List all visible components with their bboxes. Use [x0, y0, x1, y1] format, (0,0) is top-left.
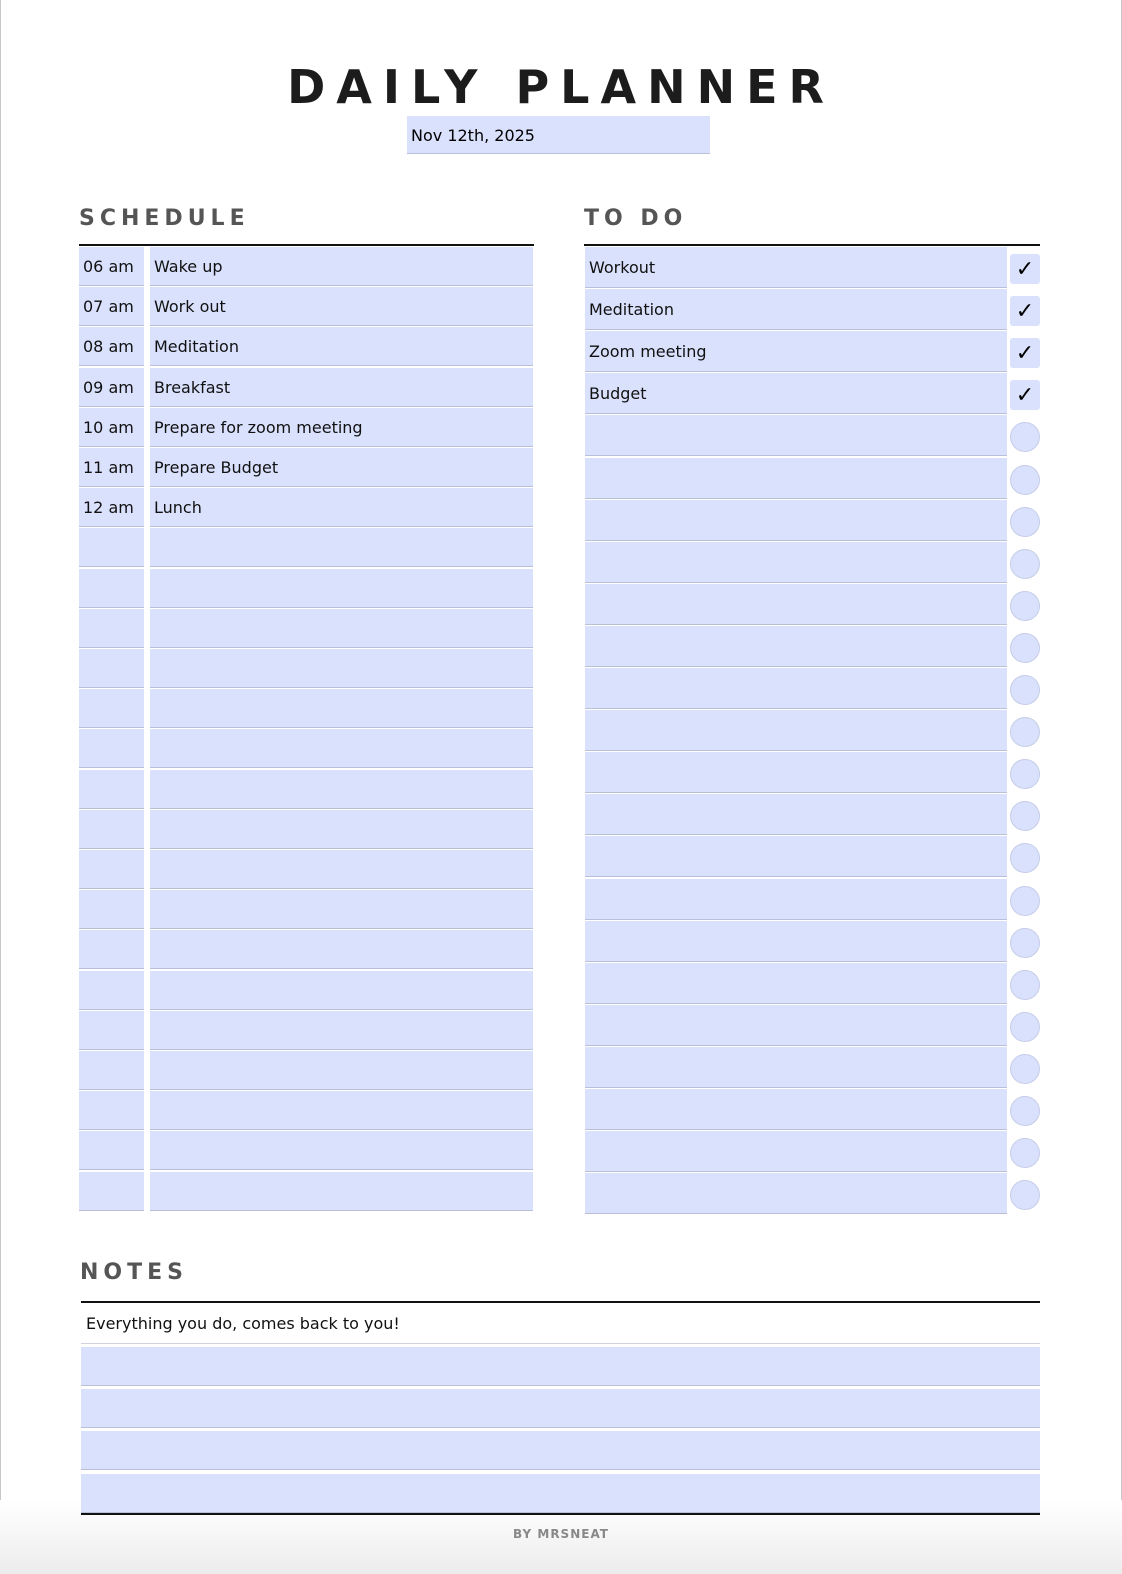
todo-row — [585, 500, 1040, 541]
notes-line[interactable] — [81, 1474, 1040, 1513]
schedule-time-cell[interactable] — [79, 1051, 144, 1090]
schedule-time-cell[interactable]: 08 am — [79, 327, 144, 366]
schedule-task-cell[interactable] — [150, 1091, 533, 1130]
notes-bottom-rule — [81, 1513, 1040, 1515]
checkbox-empty[interactable] — [1010, 465, 1040, 495]
checkbox-empty[interactable] — [1010, 886, 1040, 916]
todo-row — [585, 626, 1040, 667]
todo-row — [585, 584, 1040, 625]
todo-item-field[interactable] — [585, 1173, 1007, 1214]
schedule-task-cell[interactable] — [150, 729, 533, 768]
schedule-row — [79, 689, 534, 728]
todo-item-field[interactable]: Workout — [585, 247, 1007, 288]
todo-heading: TO DO — [584, 206, 688, 231]
schedule-row — [79, 448, 534, 487]
schedule-task-cell[interactable]: Breakfast — [150, 368, 533, 407]
checkbox-empty[interactable] — [1010, 507, 1040, 537]
todo-row — [585, 1173, 1040, 1214]
todo-row — [585, 879, 1040, 920]
checkbox-empty[interactable] — [1010, 843, 1040, 873]
schedule-row — [79, 1011, 534, 1050]
schedule-row — [79, 609, 534, 648]
checkmark-icon[interactable]: ✓ — [1010, 254, 1040, 284]
date-field[interactable]: Nov 12th, 2025 — [407, 116, 710, 154]
schedule-time-cell[interactable]: 10 am — [79, 408, 144, 447]
schedule-task-cell[interactable] — [150, 1131, 533, 1170]
checkbox-empty[interactable] — [1010, 1054, 1040, 1084]
schedule-heading: SCHEDULE — [79, 206, 250, 231]
schedule-task-cell[interactable] — [150, 569, 533, 608]
todo-item-field[interactable] — [585, 415, 1007, 456]
todo-row — [585, 668, 1040, 709]
schedule-row — [79, 327, 534, 366]
checkbox-empty[interactable] — [1010, 591, 1040, 621]
schedule-task-cell[interactable]: Lunch — [150, 488, 533, 527]
todo-row — [585, 247, 1040, 288]
schedule-task-cell[interactable] — [150, 689, 533, 728]
schedule-row — [79, 890, 534, 929]
checkbox-empty[interactable] — [1010, 549, 1040, 579]
todo-item-field[interactable] — [585, 542, 1007, 583]
todo-row — [585, 921, 1040, 962]
todo-row — [585, 331, 1040, 372]
todo-row — [585, 415, 1040, 456]
schedule-task-cell[interactable] — [150, 528, 533, 567]
checkmark-icon[interactable]: ✓ — [1010, 338, 1040, 368]
todo-row — [585, 1131, 1040, 1172]
schedule-time-cell[interactable] — [79, 850, 144, 889]
schedule-divider — [79, 244, 534, 246]
checkbox-empty[interactable] — [1010, 928, 1040, 958]
checkbox-empty[interactable] — [1010, 717, 1040, 747]
schedule-task-cell[interactable]: Work out — [150, 287, 533, 326]
schedule-row — [79, 729, 534, 768]
schedule-task-cell[interactable] — [150, 1011, 533, 1050]
schedule-row — [79, 1051, 534, 1090]
schedule-time-cell[interactable] — [79, 649, 144, 688]
schedule-row — [79, 368, 534, 407]
checkbox-empty[interactable] — [1010, 801, 1040, 831]
todo-item-field[interactable]: Budget — [585, 373, 1007, 414]
todo-item-field[interactable] — [585, 1131, 1007, 1172]
checkbox-empty[interactable] — [1010, 1180, 1040, 1210]
todo-item-field[interactable] — [585, 879, 1007, 920]
schedule-time-cell[interactable] — [79, 528, 144, 567]
todo-item-field[interactable] — [585, 584, 1007, 625]
todo-row — [585, 1047, 1040, 1088]
schedule-row — [79, 1172, 534, 1211]
page-title: DAILY PLANNER — [287, 60, 835, 114]
todo-row — [585, 542, 1040, 583]
schedule-time-cell[interactable]: 07 am — [79, 287, 144, 326]
checkbox-empty[interactable] — [1010, 633, 1040, 663]
checkbox-empty[interactable] — [1010, 675, 1040, 705]
checkmark-icon[interactable]: ✓ — [1010, 296, 1040, 326]
schedule-time-cell[interactable]: 06 am — [79, 247, 144, 286]
schedule-task-cell[interactable] — [150, 649, 533, 688]
schedule-time-cell[interactable]: 09 am — [79, 368, 144, 407]
todo-item-field[interactable] — [585, 458, 1007, 499]
todo-item-field[interactable] — [585, 1005, 1007, 1046]
todo-row — [585, 1089, 1040, 1130]
schedule-row — [79, 930, 534, 969]
todo-item-field[interactable] — [585, 794, 1007, 835]
schedule-task-cell[interactable]: Meditation — [150, 327, 533, 366]
checkbox-empty[interactable] — [1010, 970, 1040, 1000]
schedule-task-cell[interactable] — [150, 810, 533, 849]
schedule-time-cell[interactable] — [79, 1131, 144, 1170]
schedule-time-cell[interactable] — [79, 810, 144, 849]
schedule-row — [79, 649, 534, 688]
schedule-time-cell[interactable] — [79, 569, 144, 608]
todo-item-field[interactable] — [585, 963, 1007, 1004]
schedule-task-cell[interactable]: Prepare for zoom meeting — [150, 408, 533, 447]
todo-item-field[interactable] — [585, 500, 1007, 541]
todo-row — [585, 963, 1040, 1004]
schedule-task-cell[interactable] — [150, 1172, 533, 1211]
schedule-time-cell[interactable] — [79, 770, 144, 809]
checkmark-icon[interactable]: ✓ — [1010, 380, 1040, 410]
todo-row — [585, 373, 1040, 414]
todo-item-field[interactable] — [585, 710, 1007, 751]
todo-item-field[interactable] — [585, 626, 1007, 667]
checkbox-empty[interactable] — [1010, 759, 1040, 789]
notes-line[interactable] — [81, 1347, 1040, 1386]
schedule-task-cell[interactable] — [150, 770, 533, 809]
schedule-row — [79, 528, 534, 567]
todo-row — [585, 794, 1040, 835]
schedule-time-cell[interactable] — [79, 1172, 144, 1211]
schedule-time-cell[interactable]: 11 am — [79, 448, 144, 487]
schedule-task-cell[interactable] — [150, 850, 533, 889]
schedule-task-cell[interactable] — [150, 890, 533, 929]
footer-credit: BY MRSNEAT — [513, 1527, 609, 1541]
notes-line[interactable]: Everything you do, comes back to you! — [81, 1304, 1040, 1344]
schedule-time-cell[interactable] — [79, 1011, 144, 1050]
schedule-row — [79, 408, 534, 447]
schedule-task-cell[interactable]: Prepare Budget — [150, 448, 533, 487]
todo-row — [585, 836, 1040, 877]
todo-item-field[interactable]: Zoom meeting — [585, 331, 1007, 372]
todo-row — [585, 1005, 1040, 1046]
schedule-row — [79, 770, 534, 809]
schedule-time-cell[interactable] — [79, 729, 144, 768]
schedule-time-cell[interactable] — [79, 689, 144, 728]
checkbox-empty[interactable] — [1010, 1012, 1040, 1042]
schedule-time-cell[interactable] — [79, 1091, 144, 1130]
todo-row — [585, 752, 1040, 793]
todo-item-field[interactable]: Meditation — [585, 289, 1007, 330]
checkbox-empty[interactable] — [1010, 1138, 1040, 1168]
schedule-task-cell[interactable] — [150, 609, 533, 648]
todo-item-field[interactable] — [585, 836, 1007, 877]
todo-row — [585, 458, 1040, 499]
todo-item-field[interactable] — [585, 752, 1007, 793]
schedule-row — [79, 287, 534, 326]
schedule-task-cell[interactable] — [150, 930, 533, 969]
schedule-row — [79, 1091, 534, 1130]
schedule-row — [79, 488, 534, 527]
todo-row — [585, 289, 1040, 330]
todo-item-field[interactable] — [585, 1089, 1007, 1130]
schedule-task-cell[interactable] — [150, 971, 533, 1010]
checkbox-empty[interactable] — [1010, 1096, 1040, 1126]
notes-line[interactable] — [81, 1389, 1040, 1428]
schedule-row — [79, 1131, 534, 1170]
page-border-left — [0, 0, 1, 1574]
schedule-time-cell[interactable] — [79, 890, 144, 929]
checkbox-empty[interactable] — [1010, 422, 1040, 452]
todo-item-field[interactable] — [585, 668, 1007, 709]
schedule-time-cell[interactable]: 12 am — [79, 488, 144, 527]
schedule-row — [79, 247, 534, 286]
schedule-task-cell[interactable]: Wake up — [150, 247, 533, 286]
notes-divider — [81, 1301, 1040, 1303]
schedule-time-cell[interactable] — [79, 930, 144, 969]
schedule-row — [79, 971, 534, 1010]
todo-item-field[interactable] — [585, 921, 1007, 962]
todo-item-field[interactable] — [585, 1047, 1007, 1088]
schedule-time-cell[interactable] — [79, 609, 144, 648]
todo-row — [585, 710, 1040, 751]
schedule-task-cell[interactable] — [150, 1051, 533, 1090]
todo-divider — [584, 244, 1040, 246]
schedule-row — [79, 569, 534, 608]
notes-heading: NOTES — [80, 1260, 188, 1285]
schedule-row — [79, 810, 534, 849]
schedule-row — [79, 850, 534, 889]
schedule-time-cell[interactable] — [79, 971, 144, 1010]
notes-line[interactable] — [81, 1431, 1040, 1470]
